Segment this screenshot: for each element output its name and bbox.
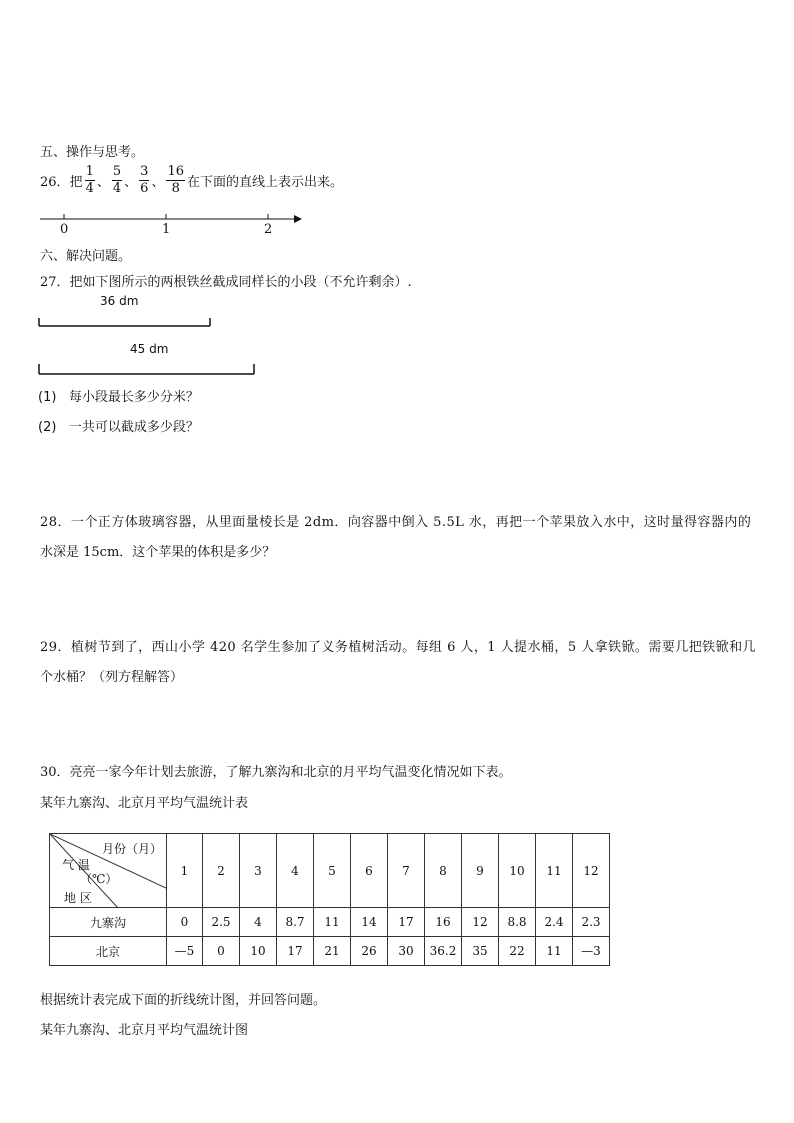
value-cell: 11	[536, 937, 573, 966]
fraction-5-4: $\frac{5}{4}$	[112, 163, 122, 196]
header-unit: （℃）	[80, 872, 118, 886]
month-cell: 8	[425, 834, 462, 908]
month-cell: 12	[573, 834, 610, 908]
axis-label-1: 1	[162, 222, 171, 237]
q28-number: 28．	[40, 515, 71, 530]
value-cell: 2.3	[573, 908, 610, 937]
question-30: 30．亮亮一家今年计划去旅游，了解九寨沟和北京的月平均气温变化情况如下表。	[40, 765, 512, 780]
q27-text: 把如下图所示的两根铁丝截成同样长的小段（不允许剩余）.	[69, 275, 412, 290]
question-28-line-1: 28．一个正方体玻璃容器，从里面量棱长是 2dm．向容器中倒入 5.5L 水，再把一个苹果放入水中，这时量得容器内的	[40, 515, 752, 530]
month-cell: 5	[314, 834, 351, 908]
value-cell: 22	[499, 937, 536, 966]
value-cell: 14	[351, 908, 388, 937]
question-27	[40, 271, 412, 290]
month-cell: 2	[203, 834, 240, 908]
q30-number: 30．	[40, 765, 70, 780]
temperature-table	[49, 833, 610, 966]
month-cell: 7	[388, 834, 425, 908]
axis-label-0: 0	[60, 222, 69, 237]
wire-2-label: 45 dm	[130, 342, 169, 356]
value-cell: 2.5	[203, 908, 240, 937]
value-cell: 21	[314, 937, 351, 966]
month-cell: 10	[499, 834, 536, 908]
value-cell: 17	[388, 908, 425, 937]
wire-2	[36, 360, 261, 376]
q29-number: 29．	[40, 640, 71, 655]
region-cell: 北京	[50, 937, 167, 966]
value-cell: 30	[388, 937, 425, 966]
section-6-heading: 六、解决问题。	[40, 249, 132, 264]
value-cell: 8.8	[499, 908, 536, 937]
month-cell: 4	[277, 834, 314, 908]
value-cell: 4	[240, 908, 277, 937]
fraction-3-6: $\frac{3}{6}$	[140, 163, 149, 196]
header-temp: 气 温	[62, 858, 90, 872]
section-5-heading: 五、操作与思考。	[40, 145, 145, 160]
wire-1	[36, 312, 216, 328]
wire-1-label: 36 dm	[100, 294, 139, 308]
axis-label-2: 2	[264, 222, 273, 237]
q27-number: 27．	[40, 275, 70, 290]
header-month: 月份（月）	[102, 842, 163, 856]
value-cell: —5	[167, 937, 203, 966]
table-row	[50, 908, 610, 937]
q26-prefix: 把	[69, 174, 83, 190]
number-line-arrow-icon	[294, 215, 302, 223]
value-cell: 0	[203, 937, 240, 966]
value-cell: 0	[167, 908, 203, 937]
chart-title: 某年九寨沟、北京月平均气温统计图	[40, 1023, 249, 1038]
question-28-line-2: 水深是 15cm．这个苹果的体积是多少？	[40, 545, 276, 560]
value-cell: —3	[573, 937, 610, 966]
value-cell: 12	[462, 908, 499, 937]
month-cell: 11	[536, 834, 573, 908]
q26-number: 26．	[40, 174, 70, 190]
chart-instruction: 根据统计表完成下面的折线统计图，并回答问题。	[40, 993, 327, 1008]
table-corner-cell	[50, 834, 167, 908]
q26-suffix: 在下面的直线上表示出来。	[187, 174, 344, 190]
month-cell: 6	[351, 834, 388, 908]
fraction-16-8: $\frac{16}{8}$	[167, 163, 184, 196]
value-cell: 2.4	[536, 908, 573, 937]
table-title: 某年九寨沟、北京月平均气温统计表	[40, 796, 249, 811]
table-row	[50, 937, 610, 966]
month-cell: 9	[462, 834, 499, 908]
fraction-1-4: $\frac{1}{4}$	[85, 163, 94, 196]
question-29-line-2: 个水桶？（列方程解答）	[40, 670, 184, 685]
q27-sub-1: (1) 每小段最长多少分米？	[38, 390, 199, 405]
table-header-row	[50, 834, 610, 908]
value-cell: 17	[277, 937, 314, 966]
header-region: 地 区	[64, 891, 92, 905]
region-cell: 九寨沟	[50, 908, 167, 937]
month-cell: 1	[167, 834, 203, 908]
value-cell: 8.7	[277, 908, 314, 937]
question-29-line-1: 29．植树节到了，西山小学 420 名学生参加了义务植树活动。每组 6 人，1 人提水桶，5 人拿铁锨。需要几把铁锨和几	[40, 640, 756, 655]
month-cell: 3	[240, 834, 277, 908]
value-cell: 16	[425, 908, 462, 937]
value-cell: 10	[240, 937, 277, 966]
value-cell: 26	[351, 937, 388, 966]
question-26: 26． 把 $\frac{1}{4}$ 、 $\frac{5}{4}$ 、 $\frac{3}{6}$ 、 $\frac{16}{8}$ 在下面的直线上表示出来。	[40, 163, 344, 196]
q27-sub-2: (2) 一共可以截成多少段？	[38, 420, 199, 435]
value-cell: 35	[462, 937, 499, 966]
value-cell: 11	[314, 908, 351, 937]
value-cell: 36.2	[425, 937, 462, 966]
